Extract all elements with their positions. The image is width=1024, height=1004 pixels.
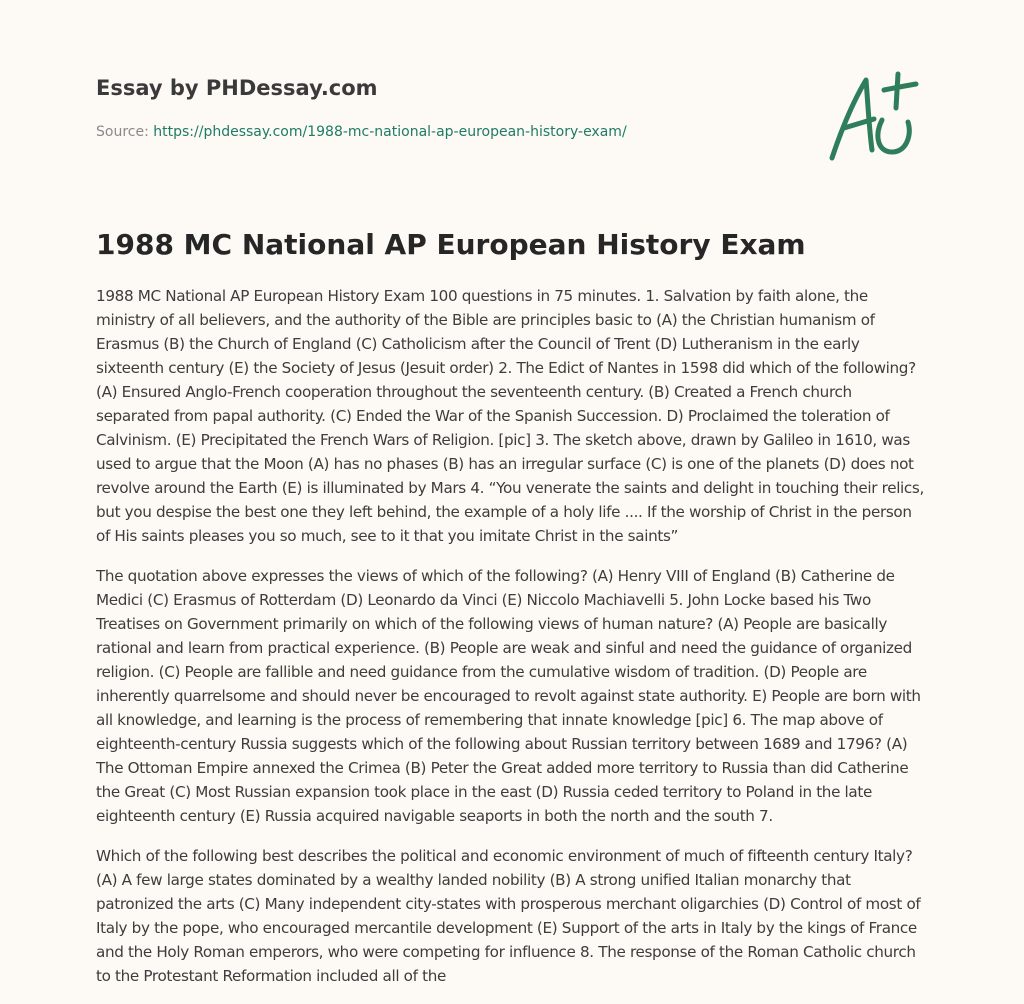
- source-line: [96, 124, 627, 140]
- a-plus-grade-icon: [828, 70, 924, 166]
- article-paragraph: Which of the following best describes the political and economic environment of much of fifteenth century Italy? (A) A few large states dominated by a wealthy landed nobility (B) A strong unified Italian monarchy that patronized the arts (C) Many independent city-states with prosperous merchant oligarchies (D) Control of most of Italy by the pope, who encouraged mercantile development (E) Support of the arts in Italy by the kings of France and the Holy Roman emperors, who were competing for influence 8. The response of the Roman Catholic church to the Protestant Reformation included all of the: [96, 847, 921, 985]
- article-paragraph: 1988 MC National AP European History Exam 100 questions in 75 minutes. 1. Salvation by faith alone, the ministry of all believers, and the authority of the Bible are principles basic to (A) the Christian humanism of Erasmus (B) the Church of England (C) Catholicism after the Council of Trent (D) Lutheranism in the early sixteenth century (E) the Society of Jesus (Jesuit order) 2. The Edict of Nantes in 1598 did which of the following? (A) Ensured Anglo-French cooperation throughout the seventeenth century. (B) Created a French church separated from papal authority. (C) Ended the War of the Spanish Succession. D) Proclaimed the toleration of Calvinism. (E) Precipitated the French Wars of Religion. [pic] 3. The sketch above, drawn by Galileo in 1610, was used to argue that the Moon (A) has no phases (B) has an irregular surface (C) is one of the planets (D) does not revolve around the Earth (E) is illuminated by Mars 4. “You venerate the saints and delight in touching their relics, but you despise the best one they left behind, the example of a holy life .... If the worship of Christ in the person of His saints pleases you so much, see to it that you imitate Christ in the saints”: [96, 287, 924, 545]
- logo-plus-horizontal: [884, 84, 916, 90]
- article-paragraph: The quotation above expresses the views of which of the following? (A) Henry VIII of England (B) Catherine de Medici (C) Erasmus of Rotterdam (D) Leonardo da Vinci (E) Niccolo Machiavelli 5. John Locke based his Two Treatises on Government primarily on which of the following views of human nature? (A) People are basically rational and learn from practical experience. (B) People are weak and sinful and need the guidance of organized religion. (C) People are fallible and need guidance from the cumulative wisdom of tradition. (D) People are inherently quarrelsome and should never be encouraged to revolt against state authority. E) People are born with all knowledge, and learning is the process of remembering that innate knowledge [pic] 6. The map above of eighteenth-century Russia suggests which of the following about Russian territory between 1689 and 1796? (A) The Ottoman Empire annexed the Crimea (B) Peter the Great added more territory to Russia than did Catherine the Great (C) Most Russian expansion took place in the east (D) Russia ceded territory to Poland in the late eighteenth century (E) Russia acquired navigable seaports in both the north and the south 7.: [96, 567, 921, 825]
- logo-o-stroke: [878, 120, 909, 152]
- logo-plus-vertical: [896, 74, 898, 108]
- page-header: [96, 0, 928, 190]
- source-label: Source:: [96, 124, 154, 140]
- source-link[interactable]: https://phdessay.com/1988-mc-national-ap-european-history-exam/: [153, 124, 627, 140]
- site-title: Essay by PHDessay.com: [96, 76, 378, 100]
- page-title: 1988 MC National AP European History Exam: [96, 228, 806, 261]
- article-body: [96, 284, 928, 1004]
